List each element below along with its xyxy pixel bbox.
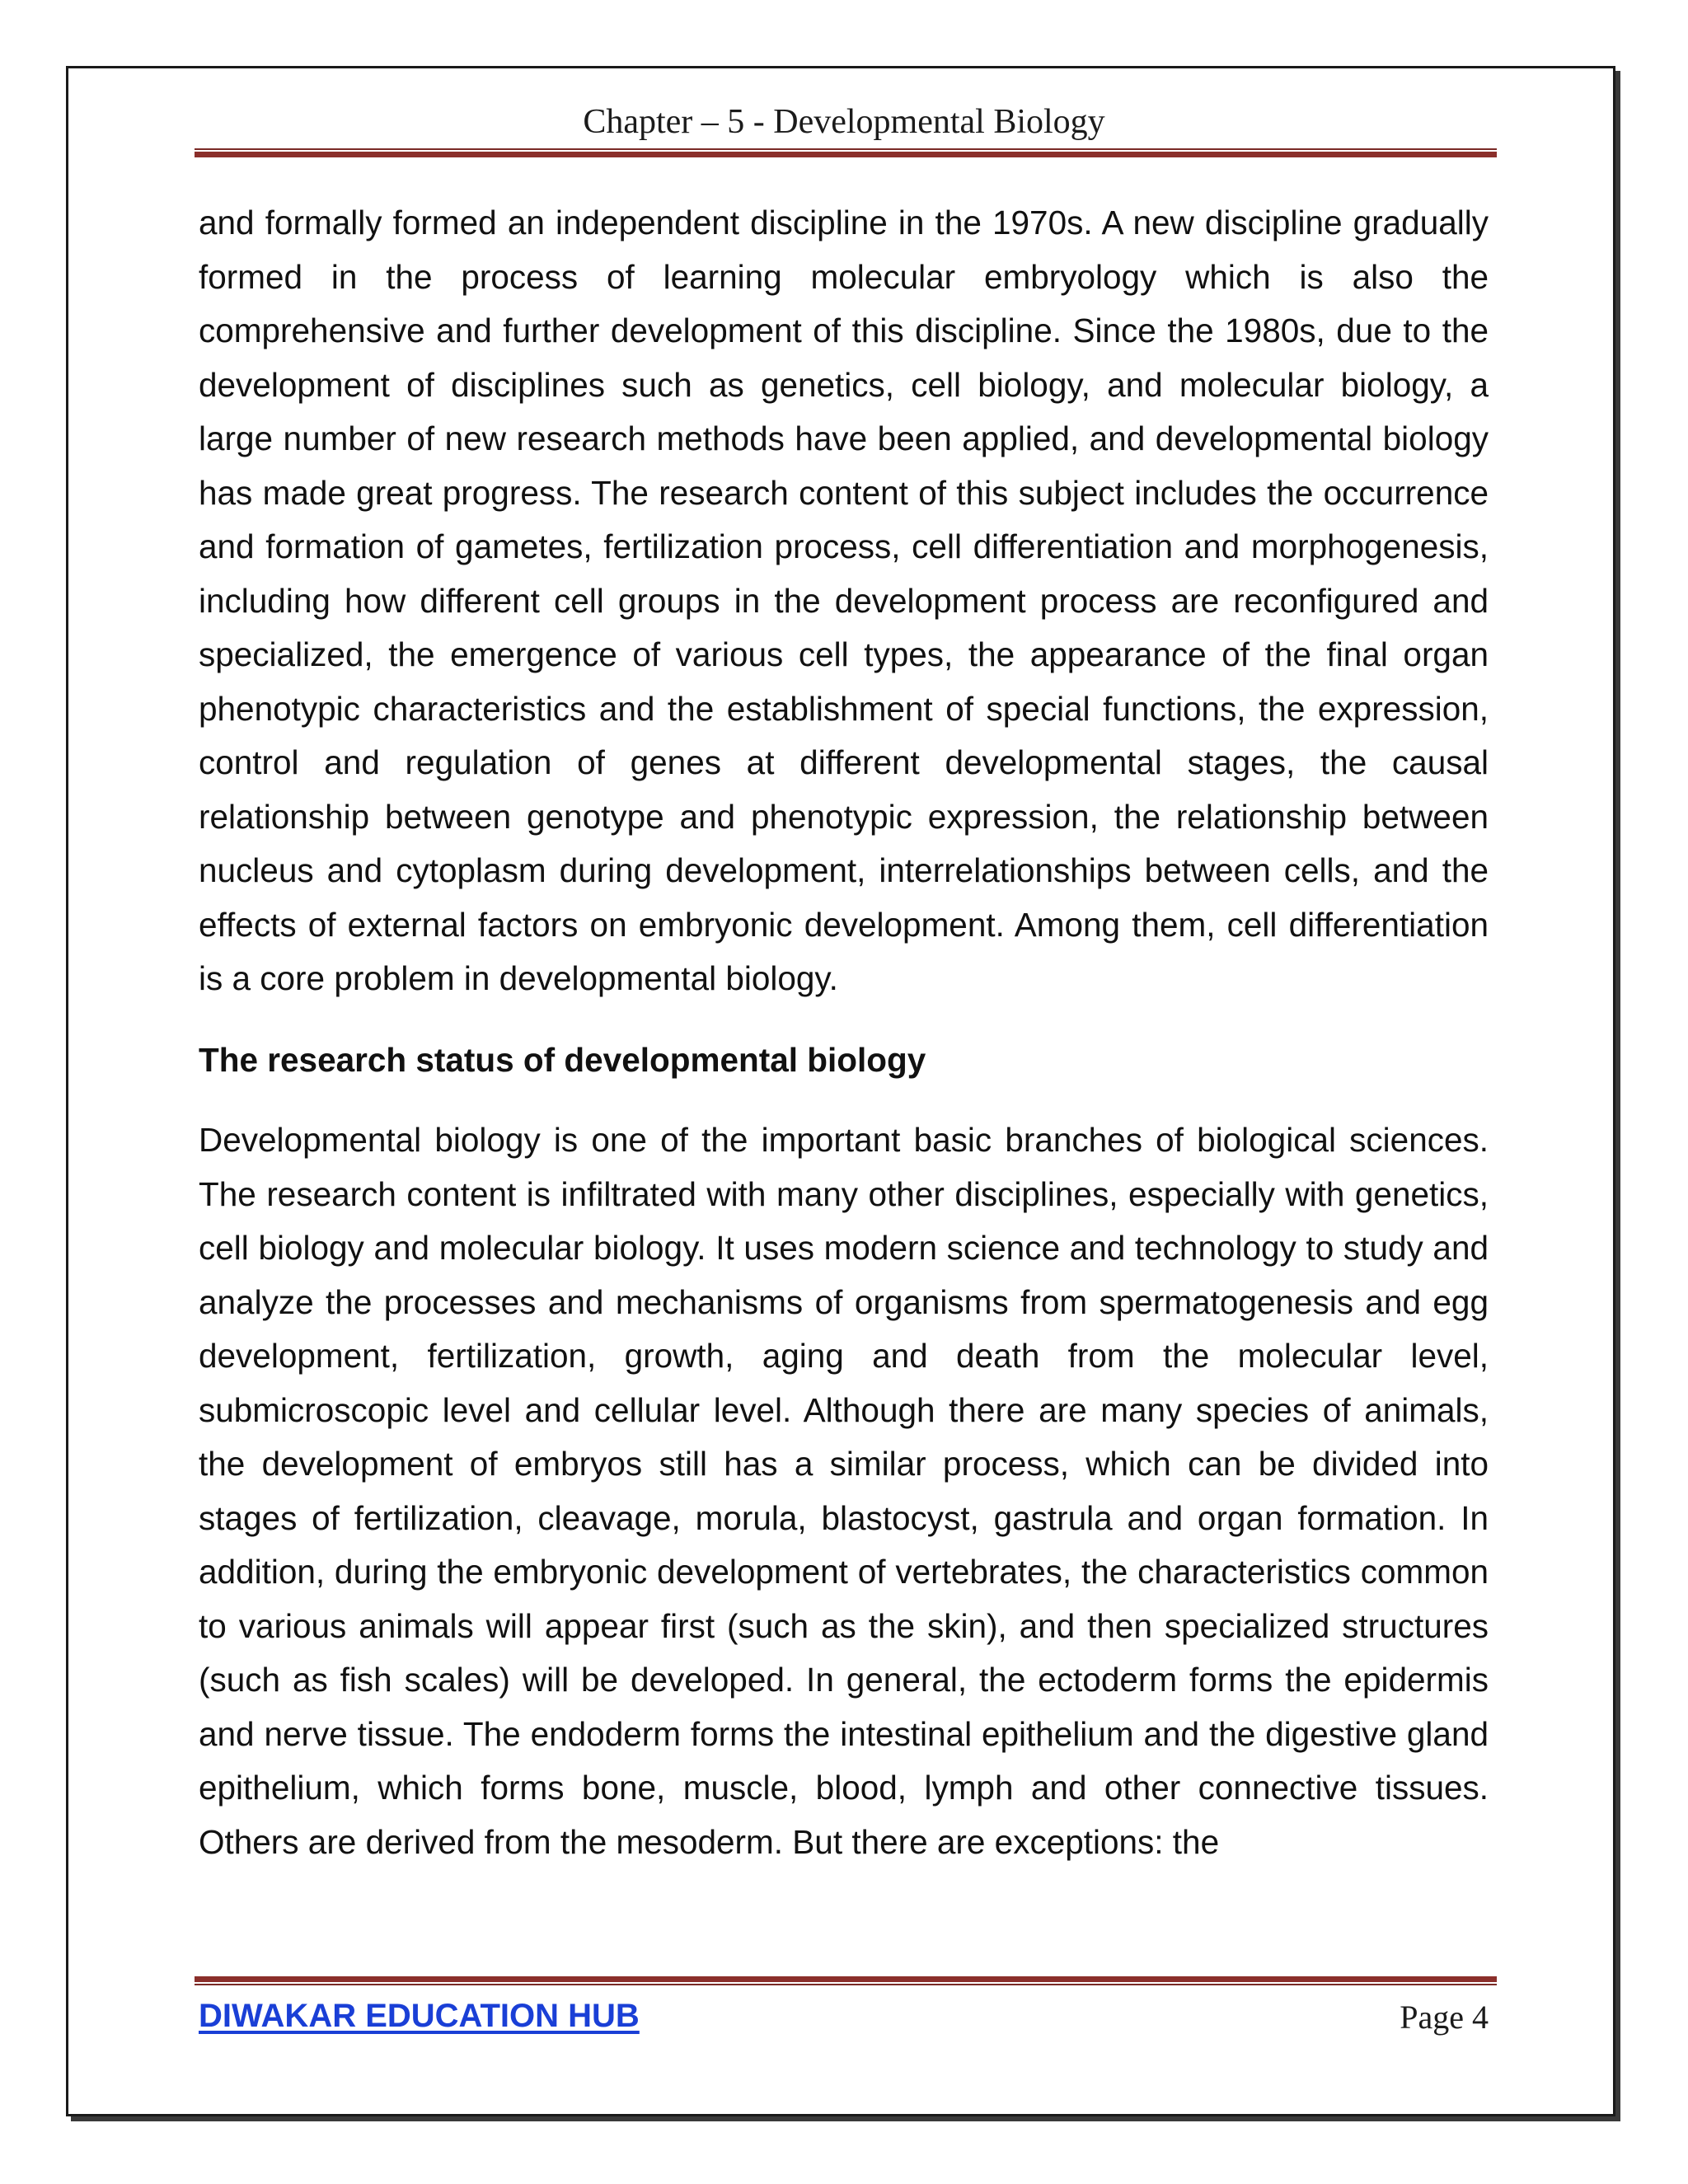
body-paragraph-2: Developmental biology is one of the important basic branches of biological sciences. The research content is infiltrated with many other disciplines, especially with genetics, cell biology and molecular biology. It uses modern science and technology to study and analyze the processes and mechanisms of organisms from spermatogenesis and egg development, fertilization, growth, aging and death from the molecular level, submicroscopic level and cellular level. Although there are many species of animals, the development of embryos still has a similar process, which can be divided into stages of fertilization, cleavage, morula, blastocyst, gastrula and organ formation. In addition, during the embryonic development of vertebrates, the characteristics common to various animals will appear first (such as the skin), and then specialized structures (such as fish scales) will be developed. In general, the ectoderm forms the epidermis and nerve tissue. The endoderm forms the intestinal epithelium and the digestive gland epithelium, which forms bone, muscle, blood, lymph and other connective tissues. Others are derived from the mesoderm. But there are exceptions: the [199,1121,1489,1861]
footer-divider-thick-line [195,1976,1497,1982]
footer-brand-link[interactable]: DIWAKAR EDUCATION HUB [199,1998,640,2034]
section-heading: The research status of developmental biology [199,1040,926,1079]
chapter-title: Chapter – 5 - Developmental Biology [583,103,1105,141]
body-paragraph-1: and formally formed an independent discipline in the 1970s. A new discipline gradually formed in the process of learning molecular embryology which is also the comprehensive and further development of this discipline. Since the 1980s, due to the development of disciplines such as genetics, cell biology, and molecular biology, a large number of new research methods have been applied, and developmental biology has made great progress. The research content of this subject includes the occurrence and formation of gametes, fertilization process, cell differentiation and morphogenesis, including how different cell groups in the development process are reconfigured and specialized, the emergence of various cell types, the appearance of the final organ phenotypic characteristics and the establishment of special functions, the expression, control and regulation of genes at different developmental stages, the causal relationship between genotype and phenotypic expression, the relationship between nucleus and cytoplasm during development, interrelationships between cells, and the effects of external factors on embryonic development. Among them, cell differentiation is a core problem in developmental biology. [199,204,1489,997]
page-number: Page 4 [1400,1999,1489,2036]
header-divider-thin-line [195,148,1497,150]
header-divider [195,148,1497,158]
footer-divider-thin-line [195,1984,1497,1985]
header-divider-thick-line [195,152,1497,157]
page-body [199,196,1489,1869]
footer-divider [195,1976,1497,1986]
